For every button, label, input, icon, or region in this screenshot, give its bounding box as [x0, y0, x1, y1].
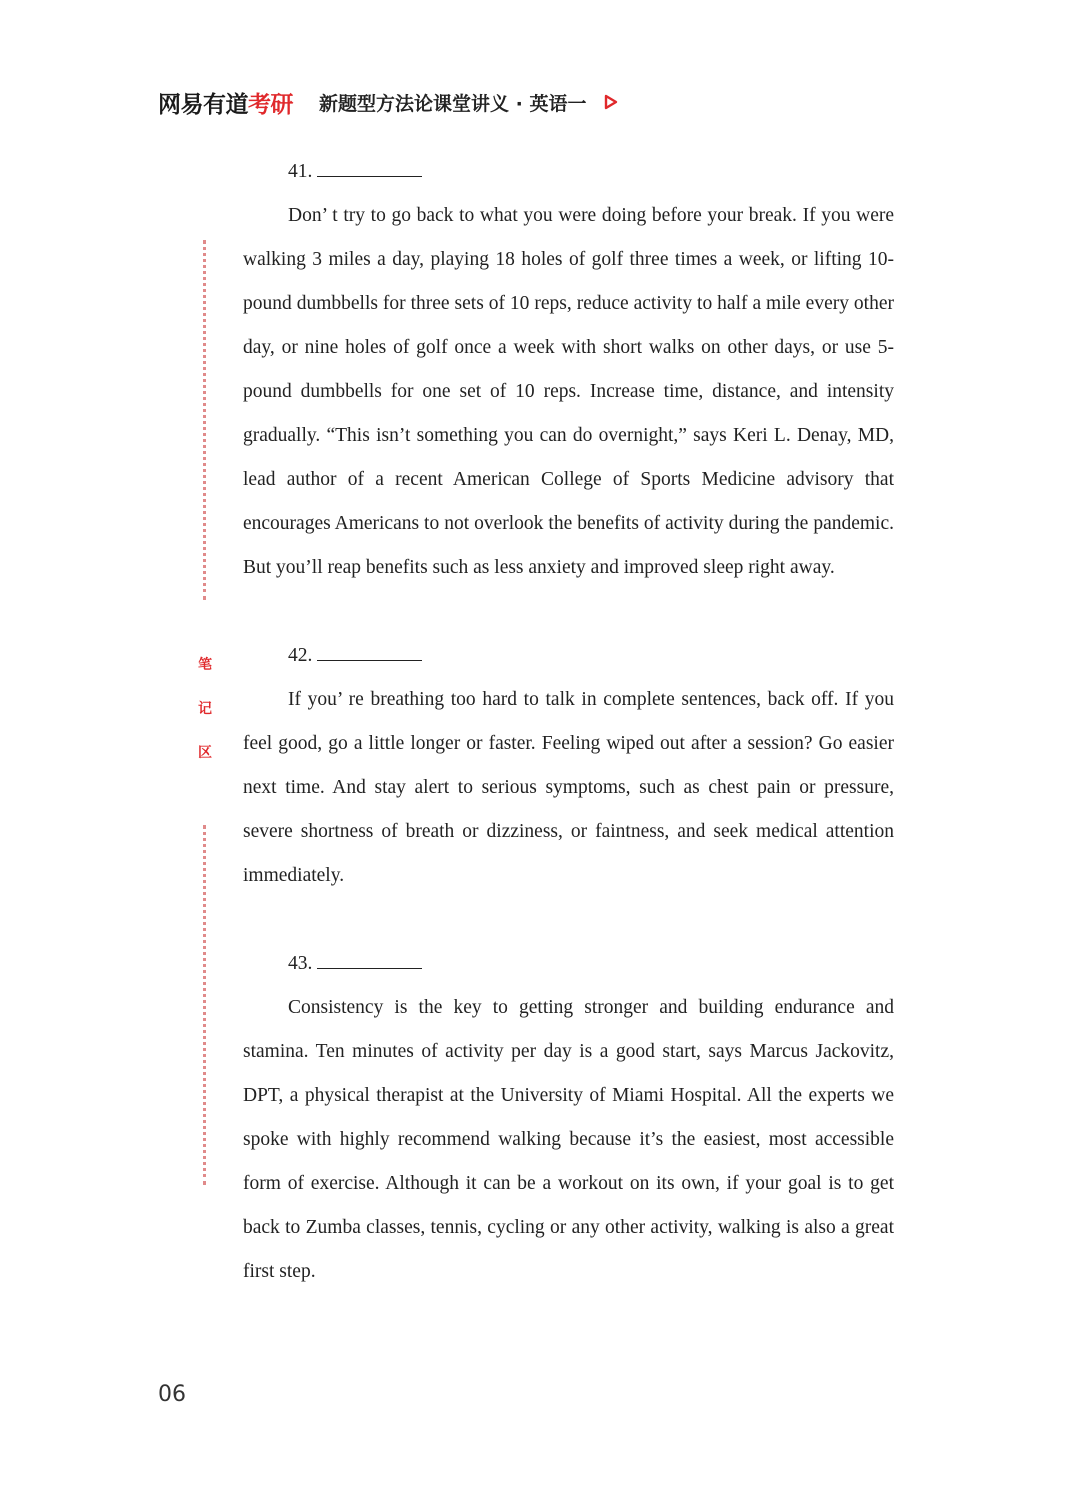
notes-area-margin	[190, 240, 220, 1190]
paragraph-41: Don’ t try to go back to what you were doing before your break. If you were walking 3 miles a day, playing 18 holes of golf three times a week, or lifting 10-pound dumbbells for three sets of 10 reps, reduce activity to half a mile every other day, or nine holes of golf once a week with short walks on other days, or use 5-pound dumbbells for one set of 10 reps. Increase time, distance, and intensity gradually. “This isn’t something you can do overnight,” says Keri L. Denay, MD, lead author of a recent American College of Sports Medicine advisory that encourages Americans to not overlook the benefits of activity during the pandemic. But you’ll reap benefits such as less anxiety and improved sleep right away.	[243, 205, 894, 578]
answer-blank	[317, 659, 422, 661]
answer-blank	[317, 967, 422, 969]
notes-label-char: 记	[198, 701, 212, 717]
main-content	[243, 150, 894, 1294]
notes-label-char: 笔	[198, 657, 212, 673]
page-number: 06	[158, 1382, 186, 1407]
question-number-43: 43.	[243, 942, 894, 986]
dotted-divider-top	[203, 240, 206, 600]
question-number-41: 41.	[243, 150, 894, 194]
answer-blank	[317, 175, 422, 177]
notes-label-char: 区	[198, 745, 212, 761]
page-header	[158, 84, 618, 120]
dotted-divider-bottom	[203, 825, 206, 1185]
document-subtitle: 新题型方法论课堂讲义 · 英语一	[319, 92, 587, 115]
brand-accent: 考研	[248, 91, 293, 118]
paragraph-43: Consistency is the key to getting stronger and building endurance and stamina. Ten minutes of activity per day is a good start, says Marcus Jackovitz, DPT, a physical therapist at the University of Miami Hospital. All the experts we spoke with highly recommend walking because it’s the easiest, most accessible form of exercise. Although it can be a workout on its own, if your goal is to get back to Zumba classes, tennis, cycling or any other activity, walking is also a great first step.	[243, 997, 894, 1282]
play-triangle-icon	[604, 94, 618, 110]
question-number-42: 42.	[243, 634, 894, 678]
brand-name: 网易有道	[158, 91, 248, 118]
paragraph-42: If you’ re breathing too hard to talk in complete sentences, back off. If you feel good, go a little longer or faster. Feeling wiped out after a session? Go easier next time. And stay alert to serious symptoms, such as chest pain or pressure, severe shortness of breath or dizziness, or faintness, and seek medical attention immediately.	[243, 689, 894, 886]
